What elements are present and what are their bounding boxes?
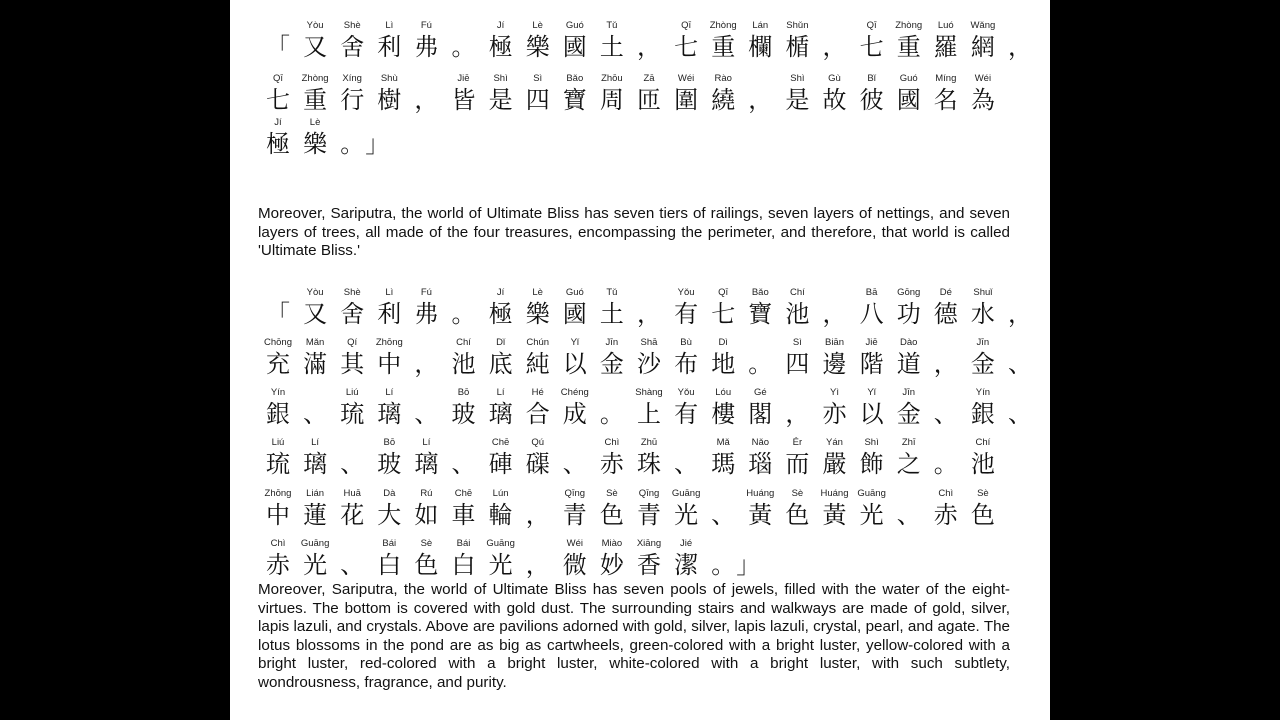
translation-paragraph-2: Moreover, Sariputra, the world of Ultimate Bliss has seven pools of jewels, filled with the water of the eight-virtues. The bottom is covered with gold dust. The surrounding stairs and walkways are made of gold, silver, lapis lazuli, and crystals. Above are pavilions adorned with gold, silver, lapis lazuli, crystal, pearl, and agate. The lotus blossoms in the pond are as big as cartwheels, green-colored with a bright luster, yellow-colored with a bright luster, red-colored with a bright luster, white-colored with a bright luster, with such subtlety, wondrousness, fragrance, and purity. — [258, 581, 1010, 691]
pinyin-label: Yín — [975, 387, 991, 398]
pinyin-label: Chì — [270, 538, 286, 549]
pinyin-label: Lóu — [715, 387, 732, 398]
pinyin-label: Mǎn — [305, 337, 325, 348]
pinyin-label: Wéi — [974, 73, 992, 84]
pinyin-label: Yín — [270, 387, 286, 398]
pinyin-label: Zhòng — [709, 20, 737, 31]
pinyin-label: Lí — [422, 437, 431, 448]
pinyin-label: Guāng — [486, 538, 515, 549]
pinyin-label: Lì — [385, 287, 394, 298]
pinyin-label: Wéi — [677, 73, 695, 84]
pinyin-label: Míng — [935, 73, 957, 84]
chinese-verse-text: 七重行樹，皆是四寶周匝圍繞，是故彼國名為 — [266, 86, 1008, 114]
pinyin-label: Gù — [828, 73, 841, 84]
pinyin-label: Fú — [420, 287, 432, 298]
pinyin-label: Lè — [309, 117, 321, 128]
pinyin-label: Chí — [789, 287, 805, 298]
verse-line — [230, 337, 1050, 385]
pinyin-label: Tǔ — [606, 287, 618, 298]
pinyin-label: Jiē — [865, 337, 878, 348]
verse-line — [230, 73, 1050, 121]
pinyin-label: Shì — [493, 73, 508, 84]
pinyin-label: Biān — [824, 337, 844, 348]
pinyin-label: Jié — [680, 538, 693, 549]
verse-line — [230, 488, 1050, 536]
pinyin-label: Zhū — [640, 437, 658, 448]
document-page — [230, 0, 1050, 720]
pinyin-label: Liú — [271, 437, 285, 448]
pinyin-label: Lí — [496, 387, 505, 398]
pinyin-label: Bái — [456, 538, 471, 549]
pinyin-label: Huáng — [746, 488, 775, 499]
pinyin-label: Yán — [826, 437, 843, 448]
pinyin-label: Lè — [532, 287, 543, 298]
pinyin-label: Rào — [714, 73, 732, 84]
verse-line — [230, 117, 1050, 165]
verse-line — [230, 538, 1050, 586]
pinyin-label: Qī — [866, 20, 877, 31]
pinyin-label: Shì — [864, 437, 879, 448]
pinyin-label: Yǐ — [867, 387, 876, 398]
verse-line — [230, 287, 1050, 335]
pinyin-label: Dì — [718, 337, 728, 348]
pinyin-label: Wǎng — [970, 20, 996, 31]
pinyin-label: Zhòng — [301, 73, 329, 84]
pinyin-label: Yòu — [306, 287, 324, 298]
pinyin-label: Jí — [496, 20, 505, 31]
pinyin-label: Qú — [531, 437, 545, 448]
pinyin-label: Guāng — [671, 488, 701, 499]
pinyin-label: Jí — [496, 287, 505, 298]
pinyin-label: Shǔn — [786, 20, 809, 31]
pinyin-label: Shàng — [635, 387, 663, 398]
pinyin-label: Qīng — [638, 488, 660, 499]
pinyin-label: Chì — [938, 488, 954, 499]
pinyin-label: Shā — [640, 337, 658, 348]
pinyin-label: Qí — [347, 337, 358, 348]
pinyin-label: Lián — [306, 488, 325, 499]
pinyin-label: Sì — [533, 73, 543, 84]
pinyin-label: Chí — [975, 437, 991, 448]
pinyin-label: Xiāng — [636, 538, 662, 549]
verse-line — [230, 387, 1050, 435]
pinyin-label: Gé — [753, 387, 767, 398]
pinyin-label: Chí — [456, 337, 471, 348]
pinyin-label: Guó — [899, 73, 918, 84]
chinese-verse-text: 充滿其中，池底純以金沙布地。四邊階道，金、 — [266, 350, 1046, 378]
pinyin-label: Dǐ — [496, 337, 506, 348]
pinyin-label: Qī — [718, 287, 729, 298]
pinyin-label: Zhī — [901, 437, 916, 448]
pinyin-label: Yǒu — [677, 287, 695, 298]
pinyin-label: Tǔ — [606, 20, 618, 31]
pinyin-label: Chē — [491, 437, 510, 448]
pinyin-label: Chē — [454, 488, 473, 499]
pinyin-label: Jīn — [902, 387, 916, 398]
pinyin-label: Bǎo — [751, 287, 769, 298]
pinyin-label: Zhōng — [375, 337, 403, 348]
pinyin-label: Lí — [311, 437, 320, 448]
pinyin-label: Shè — [343, 287, 361, 298]
pinyin-label: Bā — [865, 287, 878, 298]
pinyin-label: Jīn — [605, 337, 619, 348]
pinyin-label: Ér — [792, 437, 803, 448]
pinyin-label: Yòu — [306, 20, 324, 31]
pinyin-label: Shè — [343, 20, 361, 31]
pinyin-label: Gōng — [897, 287, 921, 298]
pinyin-label: Chì — [604, 437, 620, 448]
pinyin-label: Yǒu — [677, 387, 695, 398]
pinyin-label: Sì — [792, 337, 802, 348]
pinyin-label: Bái — [382, 538, 397, 549]
pinyin-label: Sè — [420, 538, 433, 549]
pinyin-label: Rú — [420, 488, 433, 499]
pinyin-label: Shù — [380, 73, 398, 84]
pinyin-label: Sè — [606, 488, 618, 499]
pinyin-label: Qīng — [564, 488, 586, 499]
pinyin-label: Dà — [383, 488, 396, 499]
chinese-verse-text: 極樂。」 — [266, 130, 403, 158]
pinyin-label: Luó — [937, 20, 954, 31]
pinyin-label: Zā — [643, 73, 655, 84]
pinyin-label: Guó — [565, 20, 584, 31]
pinyin-label: Sè — [791, 488, 804, 499]
translation-paragraph-1: Moreover, Sariputra, the world of Ultimate Bliss has seven tiers of railings, seven layers of nettings, and seven layers of trees, all made of the four treasures, encompassing the perimeter, and therefore, that world is called 'Ultimate Bliss.' — [258, 205, 1010, 259]
pinyin-label: Yì — [830, 387, 839, 398]
pinyin-label: Wéi — [566, 538, 583, 549]
pinyin-label: Sè — [977, 488, 989, 499]
chinese-verse-text: 「又舍利弗。極樂國土，有七寶池，八功德水， — [266, 300, 1046, 328]
pinyin-label: Guāng — [857, 488, 886, 499]
pinyin-label: Huā — [343, 488, 361, 499]
chinese-verse-text: 赤光、白色白光，微妙香潔。」 — [266, 551, 774, 579]
pinyin-label: Dào — [899, 337, 918, 348]
pinyin-label: Lún — [492, 488, 509, 499]
pinyin-label: Hé — [531, 387, 544, 398]
pinyin-label: Lì — [385, 20, 394, 31]
verse-line — [230, 437, 1050, 485]
pinyin-label: Dé — [939, 287, 952, 298]
pinyin-label: Qī — [272, 73, 284, 84]
pinyin-label: Jiē — [457, 73, 470, 84]
verse-line — [230, 20, 1050, 68]
pinyin-label: Jīn — [976, 337, 990, 348]
pinyin-label: Xíng — [342, 73, 362, 84]
pinyin-label: Mǎ — [716, 437, 730, 448]
pinyin-label: Zhòng — [895, 20, 923, 31]
pinyin-label: Chún — [526, 337, 550, 348]
pinyin-label: Chéng — [560, 387, 589, 398]
pinyin-label: Fú — [420, 20, 432, 31]
pinyin-label: Liú — [345, 387, 359, 398]
pinyin-label: Jí — [274, 117, 282, 128]
pinyin-label: Miào — [601, 538, 623, 549]
pinyin-label: Bǎo — [566, 73, 584, 84]
pinyin-label: Zhōng — [264, 488, 292, 499]
chinese-verse-text: 琉璃、玻璃、硨磲、赤珠、瑪瑙而嚴飾之。池 — [266, 450, 1008, 478]
pinyin-label: Bǐ — [867, 73, 876, 84]
pinyin-label: Lán — [752, 20, 769, 31]
pinyin-label: Bù — [680, 337, 692, 348]
pinyin-label: Lè — [532, 20, 543, 31]
pinyin-label: Nǎo — [751, 437, 770, 448]
pinyin-label: Huáng — [820, 488, 849, 499]
chinese-verse-text: 銀、琉璃、玻璃合成。上有樓閣，亦以金、銀、 — [266, 400, 1046, 428]
pinyin-label: Zhōu — [601, 73, 623, 84]
pinyin-label: Yǐ — [570, 337, 580, 348]
pinyin-label: Chōng — [264, 337, 292, 348]
chinese-verse-text: 中蓮花大如車輪，青色青光、黃色黃光、赤色 — [266, 501, 1008, 529]
pinyin-label: Bō — [383, 437, 396, 448]
pinyin-label: Qī — [681, 20, 692, 31]
pinyin-label: Lí — [385, 387, 394, 398]
chinese-verse-text: 「又舍利弗。極樂國土，七重欄楯，七重羅網， — [266, 33, 1046, 61]
pinyin-label: Shì — [790, 73, 805, 84]
pinyin-label: Guó — [565, 287, 584, 298]
pinyin-label: Guāng — [300, 538, 330, 549]
pinyin-label: Shuǐ — [973, 287, 993, 298]
pinyin-label: Bō — [457, 387, 470, 398]
